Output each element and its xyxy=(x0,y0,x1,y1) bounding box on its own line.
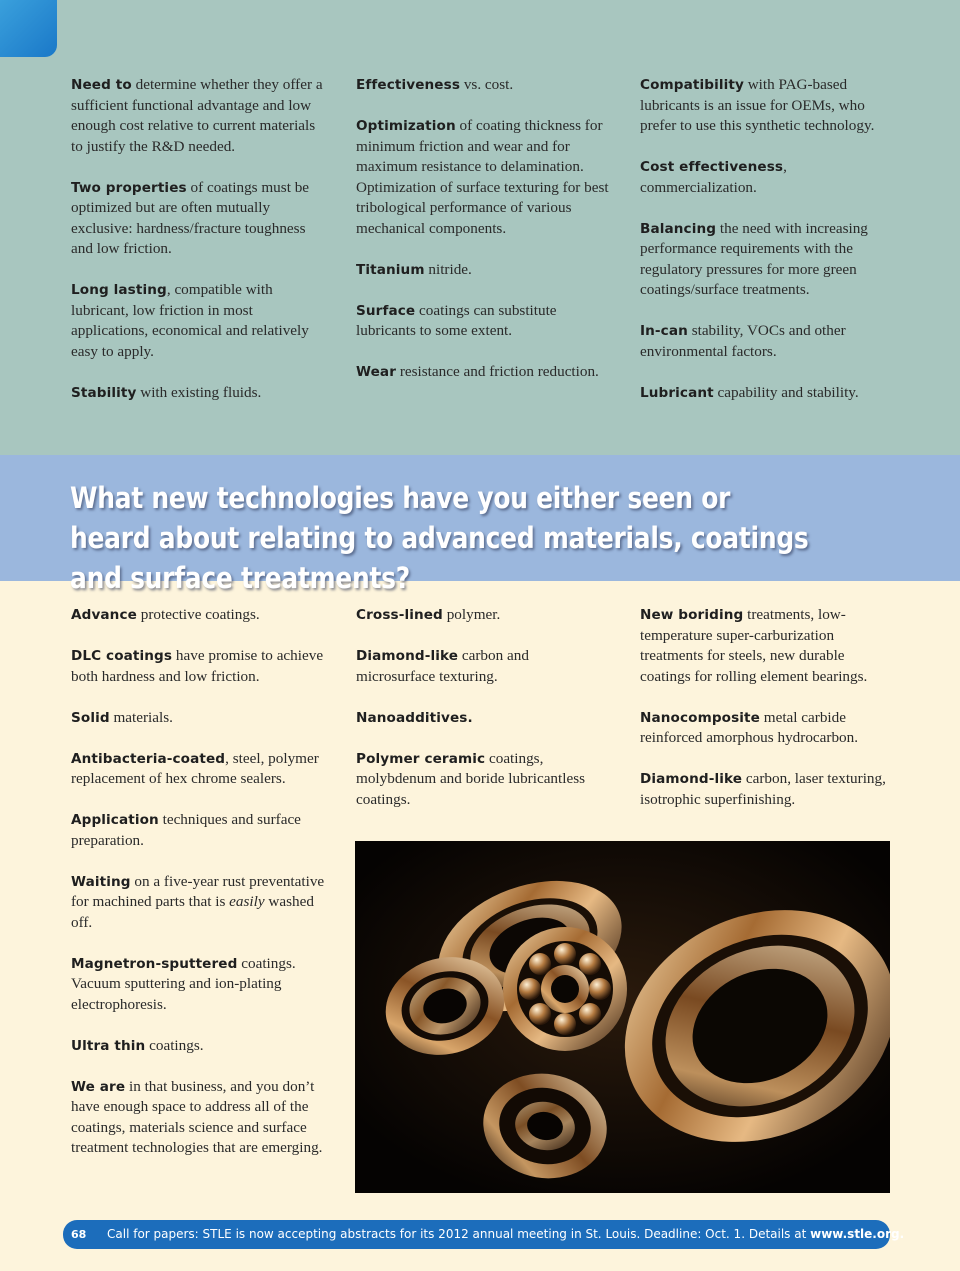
item xyxy=(640,769,892,810)
body: nitride. xyxy=(424,260,472,278)
body: have promise to achieve both hardness and low friction. xyxy=(71,647,324,685)
top-column-2 xyxy=(356,75,611,403)
item xyxy=(640,708,892,749)
item xyxy=(71,708,326,729)
body: , steel, polymer replacement of hex chrome sealers. xyxy=(71,749,319,787)
body: techniques and surface preparation. xyxy=(71,811,301,849)
body: materials. xyxy=(109,708,173,726)
body: carbon, laser texturing, isotrophic superfinishing. xyxy=(640,770,886,808)
body: determine whether they offer a sufficient functional advantage and low enough cost relative to current materials to justify the R&D needed. xyxy=(71,76,323,155)
lead: Balancing xyxy=(640,220,717,237)
item xyxy=(356,75,611,96)
lead: Diamond-like xyxy=(640,771,743,787)
body: treatments, low-temperature super-carburization treatments for steels, new durable coatings for rolling element bearings. xyxy=(640,606,868,685)
lead: In-can xyxy=(640,323,688,339)
lead: Nanoadditives. xyxy=(356,709,473,726)
lead: Need to xyxy=(71,77,132,93)
body: of coatings must be optimized but are often mutually exclusive: hardness/fracture toughness and low friction. xyxy=(71,178,310,257)
item xyxy=(71,954,326,1016)
item xyxy=(356,260,611,281)
item xyxy=(356,749,611,811)
item xyxy=(356,362,611,383)
item xyxy=(71,872,326,934)
item xyxy=(71,178,326,260)
lead: Antibacteria-coated xyxy=(71,750,226,767)
bearings-photo xyxy=(355,841,890,1193)
top-column-3 xyxy=(640,75,892,424)
lead: We are xyxy=(71,1078,126,1095)
item xyxy=(356,301,611,342)
body: resistance and friction reduction. xyxy=(396,363,599,380)
item xyxy=(356,646,611,687)
lead: Nanocomposite xyxy=(640,709,760,726)
lead: DLC coatings xyxy=(71,648,173,664)
body: coatings. Vacuum sputtering and ion-plating electrophoresis. xyxy=(71,954,296,1013)
lead: Solid xyxy=(71,709,110,726)
body: on a five-year rust preventative for machined parts that is xyxy=(71,872,325,910)
item xyxy=(71,75,326,157)
lead: Titanium xyxy=(356,261,425,278)
item xyxy=(71,810,326,851)
item xyxy=(71,605,326,626)
item xyxy=(640,75,892,137)
lead: Lubricant xyxy=(640,384,714,401)
lead: New boriding xyxy=(640,607,744,623)
item xyxy=(71,383,326,404)
item xyxy=(640,157,892,198)
body: the need with increasing performance requirements with the regulatory pressures for more green coatings/surface treatments. xyxy=(640,219,868,298)
item xyxy=(71,1077,326,1159)
bottom-column-2 xyxy=(356,605,611,831)
item xyxy=(640,321,892,362)
bottom-column-1 xyxy=(71,605,326,1179)
lead: Cross-lined xyxy=(356,607,443,623)
item xyxy=(71,646,326,687)
lead: Application xyxy=(71,812,159,828)
item xyxy=(356,116,611,239)
item xyxy=(356,708,611,729)
item xyxy=(71,749,326,790)
lead: Surface xyxy=(356,302,416,319)
top-column-1 xyxy=(71,75,326,424)
lead: Stability xyxy=(71,384,137,401)
lead: Effectiveness xyxy=(356,77,461,93)
lead: Polymer ceramic xyxy=(356,750,486,767)
lead: Advance xyxy=(71,607,137,623)
lead: Two properties xyxy=(71,179,187,196)
footer-message xyxy=(107,1220,904,1249)
item xyxy=(356,605,611,626)
body: in that business, and you don’t have enough space to address all of the coatings, materials science and surface treatment technologies that are emerging. xyxy=(71,1077,323,1156)
lead: Optimization xyxy=(356,118,456,134)
body: stability, VOCs and other environmental factors. xyxy=(640,322,846,360)
lead: Diamond-like xyxy=(356,648,459,664)
body: capability and stability. xyxy=(713,383,859,401)
section-question: What new technologies have you either seen or heard about relating to advanced materials, coatings and surface treatments? xyxy=(70,481,809,595)
lead: Long lasting xyxy=(71,282,167,298)
footer-link[interactable]: www.stle.org. xyxy=(810,1227,905,1241)
item xyxy=(640,383,892,404)
bottom-column-3 xyxy=(640,605,892,831)
emphasis: easily xyxy=(229,893,265,910)
item xyxy=(71,1036,326,1057)
body: , commercialization. xyxy=(640,158,787,196)
body: , compatible with lubricant, low friction in most applications, economical and relatively easy to apply. xyxy=(71,281,309,360)
footer-banner xyxy=(63,1220,905,1249)
item xyxy=(640,219,892,301)
lead: Waiting xyxy=(71,873,131,890)
item xyxy=(71,280,326,362)
corner-tab xyxy=(0,0,57,57)
lead: Cost effectiveness xyxy=(640,159,784,175)
body: with existing fluids. xyxy=(136,383,262,401)
body: metal carbide reinforced amorphous hydrocarbon. xyxy=(640,708,859,746)
body: carbon and microsurface texturing. xyxy=(356,647,529,685)
page-number: 68 xyxy=(71,1228,87,1241)
body: coatings, molybdenum and boride lubricantless coatings. xyxy=(356,749,586,808)
body: polymer. xyxy=(442,606,501,623)
body: coatings can substitute lubricants to some extent. xyxy=(356,301,557,339)
lead: Compatibility xyxy=(640,77,744,93)
body: of coating thickness for minimum friction and wear and for maximum resistance to delamination. Optimization of surface texturing for best tribological performance of various mechanical components. xyxy=(356,117,609,237)
body-tail: washed off. xyxy=(71,893,314,931)
body: protective coatings. xyxy=(136,606,260,623)
lead: Ultra thin xyxy=(71,1037,146,1054)
lead: Wear xyxy=(356,364,397,380)
body: vs. cost. xyxy=(460,76,514,93)
item xyxy=(640,605,892,687)
body: coatings. xyxy=(145,1036,204,1054)
body: with PAG-based lubricants is an issue for OEMs, who prefer to use this synthetic technology. xyxy=(640,76,875,134)
lead: Magnetron-sputtered xyxy=(71,955,238,972)
footer-text: Call for papers: STLE is now accepting abstracts for its 2012 annual meeting in St. Louis. Deadline: Oct. 1. Details at xyxy=(107,1227,811,1241)
ball-bearings-image xyxy=(355,841,890,1193)
